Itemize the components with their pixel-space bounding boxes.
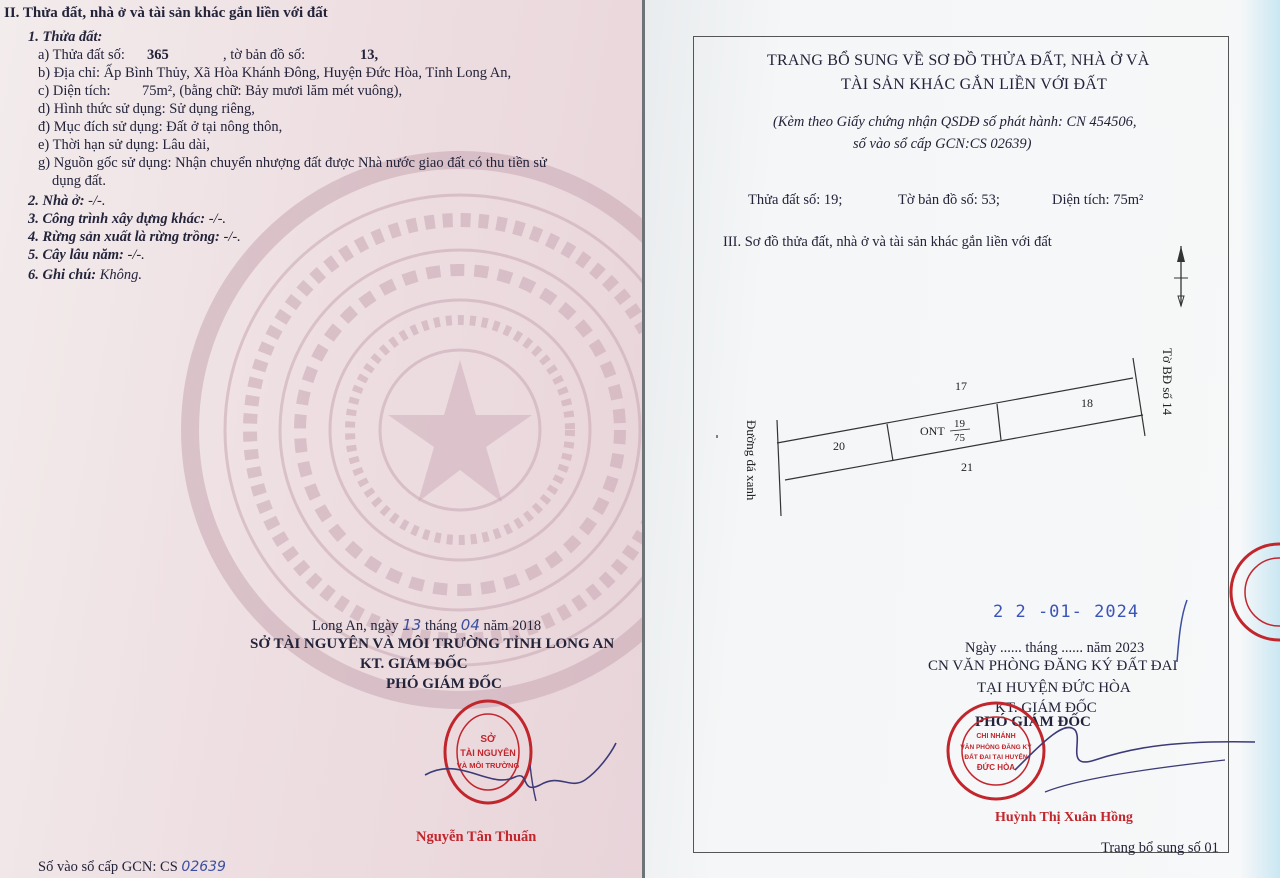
supplement-right-page (645, 0, 1280, 878)
parcel-fraction-denominator: 75 (954, 432, 965, 444)
parcel-number-label: a) Thửa đất số: (38, 47, 125, 63)
supplement-title-line2: TÀI SẢN KHÁC GẮN LIỀN VỚI ĐẤT (841, 76, 1107, 93)
svg-text:VĂN PHÒNG ĐĂNG KÝ: VĂN PHÒNG ĐĂNG KÝ (960, 744, 1032, 751)
supplement-title-line1: TRANG BỔ SUNG VỀ SƠ ĐỒ THỬA ĐẤT, NHÀ Ở VÀ (767, 52, 1150, 69)
map-sheet-label: , tờ bản đồ số: (223, 47, 306, 63)
parcel-fraction-numerator: 19 (954, 418, 965, 430)
neighbor-parcel-20: 20 (833, 439, 845, 453)
heading-land-parcel: 1. Thửa đất: (28, 29, 103, 45)
gcn-register-value: 02639 (181, 859, 226, 875)
adjacent-sheet-label: Tờ BĐ số 14 (1160, 348, 1175, 416)
office-signer-role: PHÓ GIÁM ĐỐC (975, 714, 1091, 730)
land-use-code: ONT (920, 424, 945, 438)
svg-text:ĐỨC HÒA: ĐỨC HÒA (976, 763, 1016, 772)
house-label: 2. Nhà ở: (28, 193, 85, 209)
other-works-label: 3. Công trình xây dựng khác: (28, 211, 206, 227)
parcel-number: Thửa đất số: 19; (748, 192, 843, 208)
parcel-diagram (705, 340, 1185, 540)
other-works-value: -/-. (205, 211, 227, 227)
usage-origin-line1: g) Nguồn gốc sử dụng: Nhận chuyển nhượng đất được Nhà nước giao đất có thu tiền sử (38, 155, 547, 171)
neighbor-parcel-21: 21 (961, 460, 973, 474)
gcn-register-label: Số vào sổ cấp GCN: CS (38, 859, 178, 875)
road-label: Đường đá xanh (744, 420, 759, 501)
forest-value: -/-. (219, 229, 241, 245)
neighbor-parcel-17: 17 (955, 379, 967, 393)
signer-name-right: Huỳnh Thị Xuân Hồng (995, 810, 1133, 825)
neighbor-parcel-18: 18 (1081, 396, 1093, 410)
signer-role: PHÓ GIÁM ĐỐC (386, 676, 502, 692)
sign-date-prefix: Long An, ngày (312, 618, 399, 634)
north-arrow-icon (1171, 244, 1191, 308)
signer-name-left: Nguyễn Tân Thuấn (416, 829, 537, 845)
handwritten-signature-left (420, 735, 620, 805)
section-diagram-title: III. Sơ đồ thửa đất, nhà ở và tài sản khác gắn liền với đất (723, 234, 1052, 250)
office-kt-title: KT. GIÁM ĐỐC (995, 700, 1097, 716)
forest-label: 4. Rừng sản xuất là rừng trồng: (28, 229, 220, 245)
svg-text:SỞ: SỞ (480, 734, 496, 745)
perennial-value: -/-. (123, 247, 145, 263)
office-name-line1: CN VĂN PHÒNG ĐĂNG KÝ ĐẤT ĐAI (928, 658, 1178, 674)
usage-origin-line2: dụng đất. (52, 173, 106, 189)
map-sheet-value: 13, (360, 47, 379, 63)
area-value: 75m², (bằng chữ: Bảy mươi lăm mét vuông), (142, 83, 403, 99)
sign-date-month: 04 (460, 616, 480, 634)
usage-purpose: đ) Mục đích sử dụng: Đất ở tại nông thôn, (38, 119, 283, 135)
note-value: Không. (96, 267, 143, 283)
sign-date-day: 13 (402, 616, 422, 634)
note-label: 6. Ghi chú: (28, 267, 97, 283)
supplement-page-number: Trang bổ sung số 01 (1101, 840, 1219, 856)
svg-text:ĐẤT ĐAI TẠI HUYỆN: ĐẤT ĐAI TẠI HUYỆN (964, 754, 1028, 761)
area-label: c) Diện tích: (38, 83, 111, 99)
certificate-reference-line1: (Kèm theo Giấy chứng nhận QSDĐ số phát hành: CN 454506, (773, 114, 1137, 130)
address-line: b) Địa chỉ: Ấp Bình Thủy, Xã Hòa Khánh Đông, Huyện Đức Hòa, Tỉnh Long An, (38, 65, 512, 81)
office-name-line2: TẠI HUYỆN ĐỨC HÒA (977, 680, 1131, 696)
parcel-area: Diện tích: 75m² (1052, 192, 1144, 208)
signer-kt-title: KT. GIÁM ĐỐC (360, 656, 468, 672)
handwritten-signature-right (1005, 700, 1265, 800)
handwritten-mark (1173, 596, 1193, 666)
edge-seal-partial (1227, 540, 1280, 644)
usage-term: e) Thời hạn sử dụng: Lâu dài, (38, 137, 210, 153)
blank-date-line: Ngày ...... tháng ...... năm 2023 (965, 640, 1145, 656)
svg-text:TÀI NGUYÊN: TÀI NGUYÊN (460, 748, 516, 758)
sign-date-year: năm 2018 (483, 618, 542, 634)
section-title: II. Thửa đất, nhà ở và tài sản khác gắn liền với đất (4, 5, 328, 21)
house-value: -/-. (84, 193, 106, 209)
svg-text:VÀ MÔI TRƯỜNG: VÀ MÔI TRƯỜNG (456, 761, 520, 770)
perennial-label: 5. Cây lâu năm: (28, 247, 124, 263)
certificate-reference-line2: số vào sổ cấp GCN:CS 02639) (853, 136, 1032, 152)
sign-date-month-label: tháng (424, 618, 458, 634)
date-stamp: 2 2 -01- 2024 (993, 602, 1140, 622)
usage-form: d) Hình thức sử dụng: Sử dụng riêng, (38, 101, 255, 117)
issuing-organization: SỞ TÀI NGUYÊN VÀ MÔI TRƯỜNG TỈNH LONG AN (250, 636, 615, 652)
svg-text:CHI NHÁNH: CHI NHÁNH (976, 733, 1016, 740)
parcel-number-value: 365 (147, 47, 169, 63)
map-sheet-number: Tờ bản đồ số: 53; (898, 192, 1000, 208)
